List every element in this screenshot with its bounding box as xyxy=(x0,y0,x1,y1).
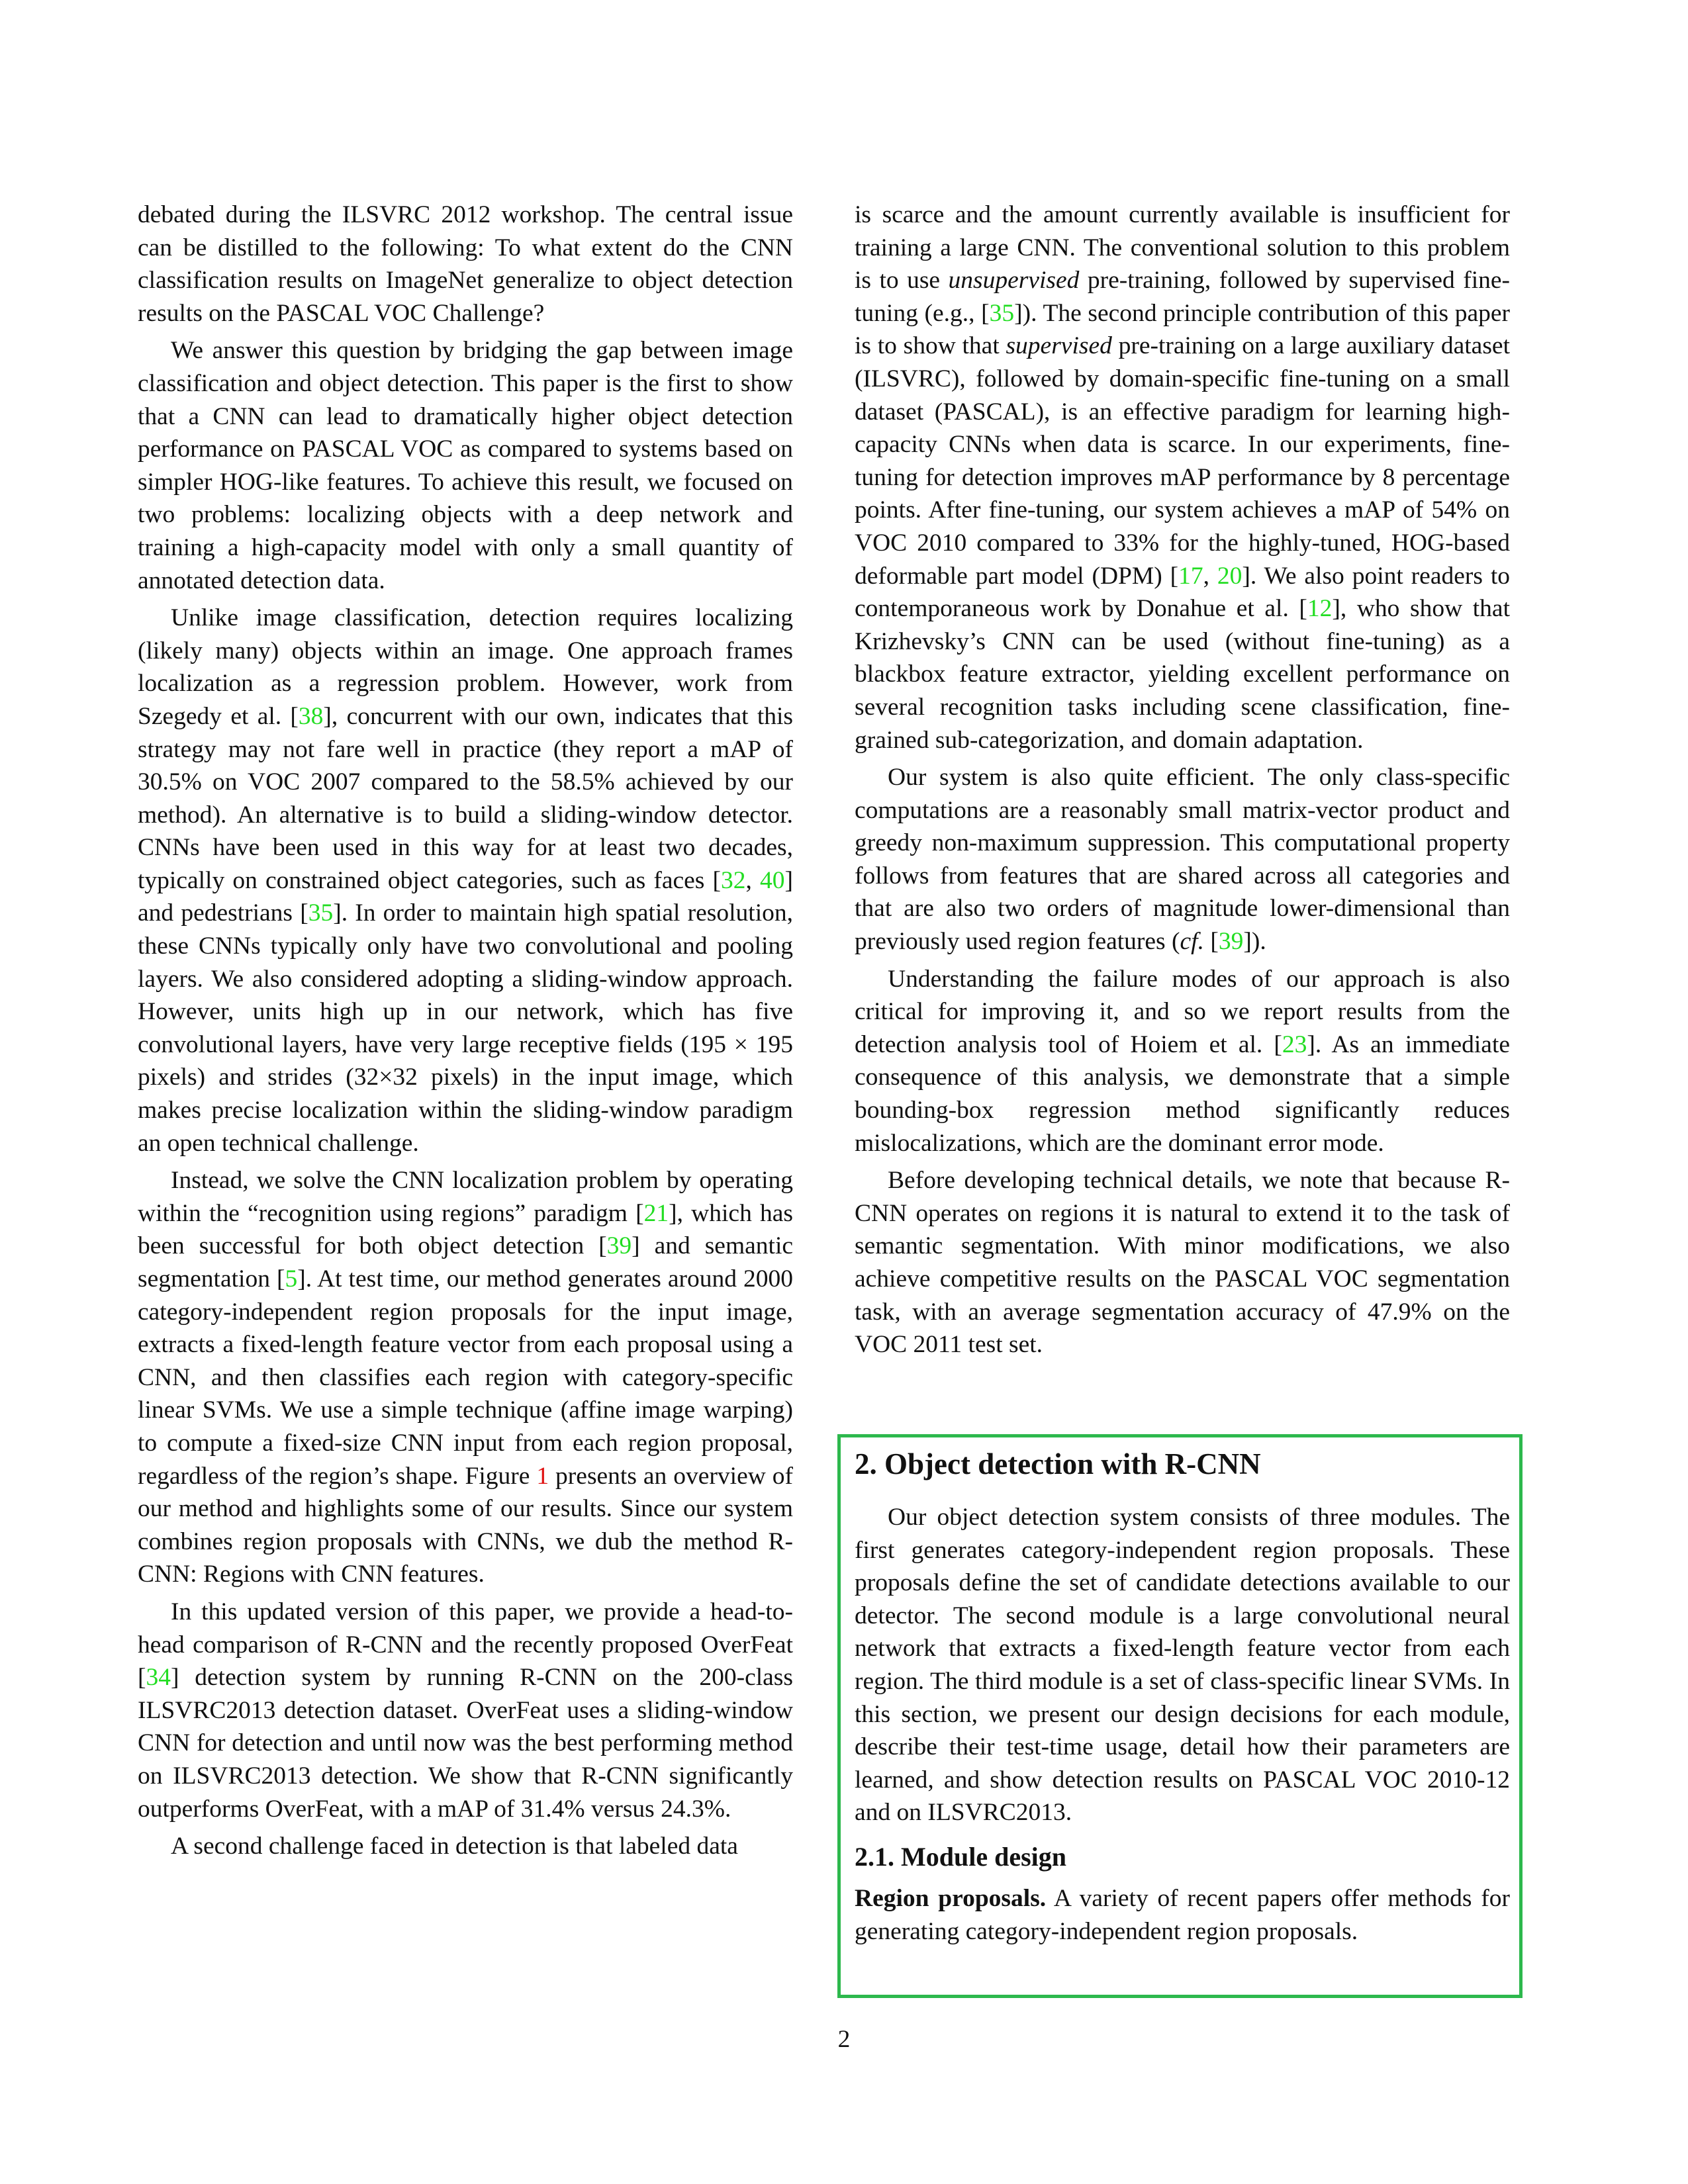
citation-link[interactable]: 5 xyxy=(285,1265,298,1293)
emphasis: unsupervised xyxy=(948,267,1080,295)
right-column xyxy=(855,199,1510,1366)
paragraph: Instead, we solve the CNN localization problem by operating within the “recognition using regions” paradigm [21], which has been successful for both object detection [39] and semantic segmentation [5]. At test time, our method generates around 2000 category-independent region proposals for the input image, extracts a fixed-length feature vector from each proposal using a CNN, and then classifies each region with category-specific linear SVMs. We use a simple technique (affine image warping) to compute a fixed-size CNN input from each region proposal, regardless of the region’s shape. Figure 1 presents an overview of our method and highlights some of our results. Since our system combines region proposals with CNNs, we dub the method R-CNN: Regions with CNN features. xyxy=(138,1167,794,1588)
citation-link[interactable]: 39 xyxy=(1218,928,1244,956)
citation-link[interactable]: 40 xyxy=(760,866,785,894)
paragraph: We answer this question by bridging the gap between image classification and object detection. This paper is the first to show that a CNN can lead to dramatically higher object detection performance on PASCAL VOC as compared to systems based on simpler HOG-like features. To achieve this result, we focused on two problems: localizing objects with a deep network and training a high-capacity model with only a small quantity of annotated detection data. xyxy=(138,337,793,594)
paragraph: debated during the ILSVRC 2012 workshop. The central issue can be distilled to the following: To what extent do the CNN classification results on ImageNet generalize to object detection results on the PASCAL VOC Challenge? xyxy=(138,201,793,327)
paragraph: Our system is also quite efficient. The only class-specific computations are a reasonably small matrix-vector product and greedy non-maximum suppression. This computational property follows from features that are shared across all categories and that are also two orders of magnitude lower-dimensional than previously used region features (cf. [39]). xyxy=(855,764,1510,956)
section-paragraph: Our object detection system consists of three modules. The first generates category-independent region proposals. These proposals define the set of candidate detections available to our detector. The second module is a large convolutional neural network that extracts a fixed-length feature vector from each region. The third module is a set of class-specific linear SVMs. In this section, we present our design decisions for each module, describe their test-time usage, detail how their parameters are learned, and show detection results on PASCAL VOC 2010-12 and on ILSVRC2013. xyxy=(855,1504,1510,1827)
citation-link[interactable]: 35 xyxy=(308,899,334,927)
figure-link[interactable]: 1 xyxy=(536,1462,549,1490)
citation-link[interactable]: 39 xyxy=(606,1232,632,1260)
citation-link[interactable]: 20 xyxy=(1217,562,1243,590)
left-column xyxy=(138,199,793,1868)
citation-link[interactable]: 34 xyxy=(146,1664,171,1692)
subsection-heading: 2.1. Module design xyxy=(855,1841,1067,1872)
paragraph: is scarce and the amount currently available is insufficient for training a large CNN. The conventional solution to this problem is to use unsupervised pre-training, followed by supervised fine-tuning (e.g., [35]). The second principle contribution of this paper is to show that supervised pre-training on a large auxiliary dataset (ILSVRC), followed by domain-specific fine-tuning on a small dataset (PASCAL), is an effective paradigm for learning high-capacity CNNs when data is scarce. In our experiments, fine-tuning for detection improves mAP performance by 8 percentage points. After fine-tuning, our system achieves a mAP of 54% on VOC 2010 compared to 33% for the highly-tuned, HOG-based deformable part model (DPM) [17, 20]. We also point readers to contemporaneous work by Donahue et al. [12], who show that Krizhevsky’s CNN can be used (without fine-tuning) as a blackbox feature extractor, yielding excellent performance on several recognition tasks including scene classification, fine-grained sub-categorization, and domain adaptation. xyxy=(855,201,1511,754)
paragraph: Understanding the failure modes of our approach is also critical for improving it, and so we report results from the detection analysis tool of Hoiem et al. [23]. As an immediate consequence of this analysis, we demonstrate that a simple bounding-box regression method significantly reduces mislocalizations, which are the dominant error mode. xyxy=(855,965,1511,1157)
emphasis: supervised xyxy=(1006,332,1112,360)
paragraph: A second challenge faced in detection is that labeled data xyxy=(171,1833,738,1860)
paragraph: In this updated version of this paper, we provide a head-to-head comparison of R-CNN and the recently proposed OverFeat [34] detection system by running R-CNN on the 200-class ILSVRC2013 detection dataset. OverFeat uses a sliding-window CNN for detection and until now was the best performing method on ILSVRC2013 detection. We show that R-CNN significantly outperforms OverFeat, with a mAP of 31.4% versus 24.3%. xyxy=(138,1598,793,1823)
region-proposals-label: Region proposals. xyxy=(855,1884,1047,1912)
paragraph: Before developing technical details, we note that because R-CNN operates on regions it is natural to extend it to the task of semantic segmentation. With minor modifications, we also achieve competitive results on the PASCAL VOC segmentation task, with an average segmentation accuracy of 47.9% on the VOC 2011 test set. xyxy=(855,1167,1510,1359)
citation-link[interactable]: 12 xyxy=(1307,595,1333,623)
citation-link[interactable]: 21 xyxy=(643,1199,669,1227)
section-2 xyxy=(855,1444,1510,1948)
citation-link[interactable]: 35 xyxy=(989,299,1015,327)
citation-link[interactable]: 32 xyxy=(721,866,746,894)
citation-link[interactable]: 23 xyxy=(1282,1030,1307,1058)
citation-link[interactable]: 17 xyxy=(1178,562,1203,590)
citation-link[interactable]: 38 xyxy=(298,702,324,730)
emphasis: cf. xyxy=(1180,928,1204,956)
region-proposals-paragraph xyxy=(855,1882,1510,1948)
region-proposals-text: A variety of recent papers offer methods for generating category-independent region proposals. xyxy=(855,1884,1510,1945)
section-heading: 2. Object detection with R-CNN xyxy=(855,1447,1261,1480)
page-number: 2 xyxy=(837,2026,851,2053)
paragraph: Unlike image classification, detection requires localizing (likely many) objects within an image. One approach frames localization as a regression problem. However, work from Szegedy et al. [38], concurrent with our own, indicates that this strategy may not fare well in practice (they report a mAP of 30.5% on VOC 2007 compared to the 58.5% achieved by our method). An alternative is to build a sliding-window detector. CNNs have been used in this way for at least two decades, typically on constrained object categories, such as faces [32, 40] and pedestrians [35]. In order to maintain high spatial resolution, these CNNs typically only have two convolutional and pooling layers. We also considered adopting a sliding-window approach. However, units high up in our network, which has five convolutional layers, have very large receptive fields (195 × 195 pixels) and strides (32×32 pixels) in the input image, which makes precise localization within the sliding-window paradigm an open technical challenge. xyxy=(138,604,793,1157)
